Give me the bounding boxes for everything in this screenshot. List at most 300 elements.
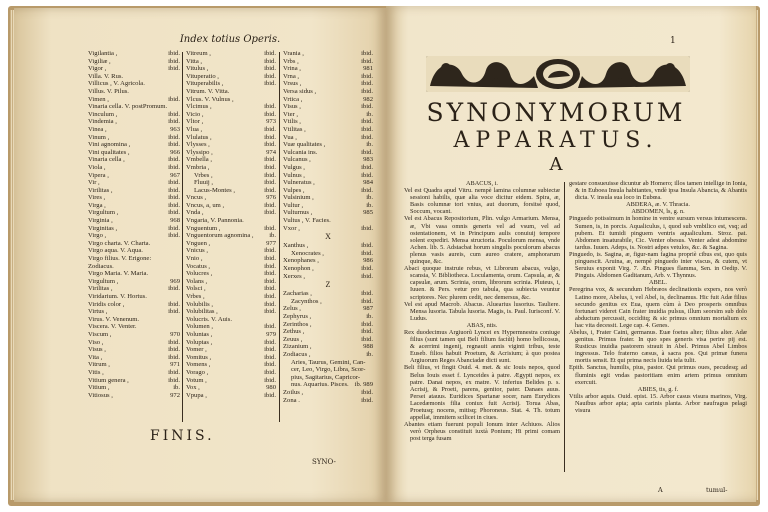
index-page-ref: ibid.	[361, 186, 373, 194]
index-term: Vlyssipo ,	[186, 148, 213, 156]
index-entry	[186, 73, 276, 81]
index-page-ref: ibid.	[264, 338, 276, 346]
index-term: Vitreum ,	[186, 50, 211, 57]
index-entry	[88, 202, 180, 210]
index-term: Vomitus ,	[186, 353, 212, 361]
index-page-ref: ibid.	[168, 224, 180, 232]
entry-paragraph: Pinguedo, is. Sagina, æ, figur-nam fagina propriè cibus est, quo quis pinguescit. Aruina, æ, nempè pinguedo inter viscus, & cutem, vt Seruius exponit Virg. 7. Æn. Pingues flamma, Sen. in Oedip. V. Pinguis. Abdomen Gaditanum, Arb. v. Thynnus.	[569, 250, 747, 280]
index-term: Vicio ,	[186, 110, 204, 118]
index-term: Virilitas ,	[88, 285, 113, 293]
index-page-ref: ibid.	[168, 353, 180, 361]
index-term: Vimen ,	[88, 95, 109, 103]
index-page-ref: 969	[170, 277, 180, 285]
index-page-ref: ibid.	[361, 396, 373, 404]
index-term: Vrina ,	[283, 65, 301, 73]
index-term: Villus. V. Pilus.	[88, 87, 129, 95]
index-entry	[88, 179, 180, 187]
index-entry	[88, 301, 180, 309]
entry-paragraph: Peregrina vox, & secundum Hebræos declinationis expers, nos verò Latino more, Abelus, i, vel Abel, is, declinamus. Hic fuit Adæ filius secundo genitus ex Eua, quem cùm à Deo prosperis omnibus fortunari videret Cain frater inuidia pulsus, illum seorsim sub dolo abductum percussit, occiditq; & sic primus omnium mortalium ex hac vita decessit. Lege cap. 4. Genes.	[569, 286, 747, 329]
index-term: Vmbria ,	[186, 163, 210, 171]
index-column-3	[283, 50, 373, 404]
index-term: Fluuij ,	[194, 179, 214, 187]
index-page-ref: ibid.	[264, 201, 276, 209]
index-term: Villicus , V. Agricola.	[88, 80, 145, 88]
index-page-ref: 984	[363, 179, 373, 187]
index-term: Volsci ,	[186, 285, 206, 293]
index-entry	[88, 187, 180, 195]
index-entry	[186, 392, 276, 400]
index-entry	[283, 366, 373, 374]
index-entry	[186, 58, 276, 66]
index-term: pius, Sagitarius, Capricor-	[291, 373, 361, 381]
index-entry	[283, 397, 373, 405]
finis: FINIS.	[150, 428, 215, 444]
index-term: Virginitas ,	[88, 224, 118, 232]
index-term: Viola ,	[88, 163, 106, 171]
index-entry	[283, 359, 373, 367]
index-entry	[186, 270, 276, 278]
index-term: Vituperabilis ,	[186, 80, 224, 88]
index-page-ref: 971	[170, 361, 180, 369]
index-page-ref: ib.	[366, 194, 373, 202]
index-entry	[186, 179, 276, 187]
index-entry	[283, 225, 373, 233]
signature-mark: A	[658, 486, 663, 494]
index-term: Virgo ,	[88, 232, 107, 240]
entry-paragraph: Vel est apud Macrob. Abacus. Aluearius lusorius. Tauliere. Mensa lusoria. Tabula lusoria. Magis, is. Paul. Iurisconf. V. Ludus.	[404, 300, 560, 322]
index-term: Villa. V. Rus.	[88, 72, 124, 80]
index-page-ref: ibid.	[264, 346, 276, 354]
index-term: Vox ,	[186, 384, 200, 392]
index-page-ref: ibid.	[264, 156, 276, 164]
index-term: Zephyrus ,	[283, 313, 312, 320]
index-entry	[88, 96, 180, 104]
index-term: Virgultum ,	[88, 209, 119, 217]
index-term: Vinaria cella ,	[88, 156, 125, 164]
headword: ABAS, ntis.	[466, 321, 498, 329]
headword: ABIES, tis, g. f.	[637, 385, 679, 393]
index-term: Vini agnomina ,	[88, 141, 131, 149]
index-entry	[186, 194, 276, 202]
index-term: Zerinthos ,	[283, 320, 312, 328]
index-page-ref: ibid.	[264, 277, 276, 285]
index-entry	[186, 126, 276, 134]
index-page-ref: ibid.	[264, 247, 276, 255]
index-entry	[283, 172, 373, 180]
index-letter-heading: X	[325, 232, 331, 242]
index-page-ref: ibid.	[361, 320, 373, 328]
index-entry	[88, 369, 180, 377]
index-entry	[283, 73, 373, 81]
index-entry	[283, 336, 373, 344]
index-term: Vtilis ,	[283, 118, 301, 126]
index-term: Vorago ,	[186, 368, 209, 376]
index-page-ref: ib.	[269, 232, 276, 240]
index-page-ref: ibid.	[168, 300, 180, 308]
index-term: Volucres ,	[186, 270, 213, 278]
index-term: Vulneratus ,	[283, 179, 315, 187]
entry-paragraph: Abantes etiam fuerunt populi Ionum inter Achiuos. Alios verò Orpheus constituit iuxtà Pontum; Hi primi comam post terga fusam	[404, 421, 560, 443]
index-term: Vinum ,	[88, 133, 110, 141]
index-page-ref: ibid.	[168, 368, 180, 376]
index-entry	[88, 316, 180, 324]
index-entry	[88, 225, 180, 233]
index-term: Viso ,	[88, 338, 104, 346]
index-page-ref: ib.	[366, 110, 373, 118]
headword: ABDERA, æ. V. Thracia.	[626, 201, 690, 209]
index-entry	[88, 80, 180, 88]
index-term: Xenocrates ,	[291, 249, 324, 257]
index-entry	[88, 111, 180, 119]
index-entry	[283, 134, 373, 142]
index-page-ref: ibid.	[168, 232, 180, 240]
index-entry	[88, 247, 180, 255]
index-page-ref: 981	[363, 65, 373, 73]
index-page-ref: ibid.	[361, 328, 373, 336]
index-entry	[283, 305, 373, 313]
index-page-ref: 982	[363, 95, 373, 103]
index-page-ref: ibid.	[361, 297, 373, 305]
index-entry	[186, 339, 276, 347]
index-entry	[186, 263, 276, 271]
index-term: Zona .	[283, 396, 300, 404]
index-entry	[186, 172, 276, 180]
index-term: Virgo filius. V. Erigone: Zodiacus.	[88, 255, 152, 270]
index-page-ref: ibid.	[168, 50, 180, 57]
index-entry	[88, 323, 180, 331]
index-entry	[186, 308, 276, 316]
index-entry	[186, 50, 276, 58]
index-page-ref: ibid.	[264, 361, 276, 369]
index-entry	[186, 149, 276, 157]
index-term: Vir ,	[88, 179, 100, 187]
index-term: Vuæ qualitates ,	[283, 141, 326, 149]
entry-paragraph: Vel est Abacus Repositorium, Plin. vulgo Armarium. Mensa, æ, Vbi vasa omnis generis vel ad vsum, vel ad ostentationem, vt in Principum aulis conuiuij tempore solent expediri. Mensa structoria. Poculorum mensa, vnde Achen. lib. 5. Adstacbat horum singulis poculorum abacus plenus vasis aureis, cum aureo cratere, amphorarum quinque, &c.	[404, 215, 560, 266]
index-entry	[186, 217, 276, 225]
index-term: Vitium ,	[88, 384, 110, 392]
index-entry	[88, 308, 180, 316]
entry-paragraph: gestare consueuisse dicuntur ab Homero; illos tamen intellige in Ionia, & in Euboea Insula habitantes, vndè ipsa Insula Abancia, & Abantis dicta. V. insula sua loco in Eubœa.	[569, 180, 747, 202]
index-term: Xanthus ,	[283, 242, 309, 250]
index-page-ref: ibid.	[361, 335, 373, 343]
index-entry	[186, 232, 276, 240]
index-page-ref: ibid.	[168, 141, 180, 149]
index-entry	[283, 351, 373, 359]
index-entry	[88, 209, 180, 217]
column-rule	[564, 182, 565, 472]
index-page-ref: 980	[266, 384, 276, 392]
index-entry	[186, 255, 276, 263]
index-entry	[186, 156, 276, 164]
index-entry	[186, 111, 276, 119]
index-page-ref: ibid.	[168, 163, 180, 171]
ornamental-headpiece	[426, 56, 690, 92]
index-term: Vocatus ,	[186, 262, 211, 270]
index-term: Zodiacus ,	[283, 350, 311, 358]
index-page-ref: ibid.	[168, 156, 180, 164]
catchword: tumul-	[706, 486, 728, 494]
index-entry	[186, 65, 276, 73]
index-entry	[186, 187, 276, 195]
index-page-ref: ibid.	[168, 346, 180, 354]
index-page-ref: ibid.	[361, 242, 373, 250]
index-entry	[88, 50, 180, 58]
index-page-ref: ibid.	[168, 376, 180, 384]
index-page-ref: ibid.	[361, 290, 373, 298]
index-page-ref: ibid.	[264, 262, 276, 270]
index-page-ref: ibid.	[361, 249, 373, 257]
index-term: Vitta ,	[186, 57, 203, 65]
index-entry	[283, 96, 373, 104]
index-entry	[88, 240, 180, 248]
index-term: Vultur ,	[283, 201, 304, 209]
index-page-ref: 985	[363, 209, 373, 217]
index-page-ref: ibid.	[264, 125, 276, 133]
index-term: nus. Aquarius. Pisces.	[291, 381, 349, 389]
index-term: Vnguen ,	[186, 239, 211, 247]
index-page-ref: ibid.	[168, 57, 180, 65]
index-page-ref: 972	[170, 391, 180, 399]
index-page-ref: ibid.	[361, 125, 373, 133]
index-entry	[186, 323, 276, 331]
index-term: Vlcus. V. Vulnus ,	[186, 95, 234, 103]
index-entry	[186, 369, 276, 377]
index-entry	[283, 65, 373, 73]
index-term: Zacynthos ,	[291, 297, 322, 305]
index-page-ref: ibid.	[264, 50, 276, 57]
index-entry	[186, 134, 276, 142]
index-entry	[88, 361, 180, 369]
index-term: Vigiliæ ,	[88, 57, 111, 65]
index-term: Vitrum. V. Vitta.	[186, 87, 230, 95]
index-term: Vlulatus ,	[186, 133, 212, 141]
index-page-ref: ibid.	[168, 194, 180, 202]
index-page-ref: ibid.	[168, 201, 180, 209]
index-term: Vpupa ,	[186, 391, 207, 399]
index-page-ref: ibid.	[361, 163, 373, 171]
index-page-ref: 968	[170, 217, 180, 225]
index-term: Vncus ,	[186, 194, 207, 202]
index-entry	[283, 242, 373, 250]
index-entry	[283, 88, 373, 96]
index-term: Virgo charta. V. Charta.	[88, 239, 151, 247]
text-column-right	[569, 180, 747, 414]
index-page-ref: ibid.	[264, 141, 276, 149]
index-page-ref: 973	[266, 118, 276, 126]
index-page-ref: 979	[266, 330, 276, 338]
index-term: Vomer ,	[186, 346, 207, 354]
catchword: SYNO-	[312, 458, 336, 466]
running-title: Index totius Operis.	[179, 34, 281, 45]
index-page-ref: 970	[170, 330, 180, 338]
index-term: Vitium genera ,	[88, 376, 129, 384]
index-entry	[186, 346, 276, 354]
index-entry	[283, 118, 373, 126]
index-page-ref: ibid.	[264, 308, 276, 316]
index-page-ref: ib.	[366, 313, 373, 320]
index-entry	[283, 381, 373, 389]
headword: ABACUS, i.	[465, 180, 499, 187]
index-term: Vigor ,	[88, 65, 107, 73]
index-term: Viridarium. V. Hortus.	[88, 293, 147, 300]
index-entry	[186, 331, 276, 339]
index-entry	[88, 149, 180, 157]
index-page-ref: ibid.	[264, 186, 276, 194]
index-entry	[283, 389, 373, 397]
index-page-ref: 976	[266, 194, 276, 202]
index-entry	[283, 164, 373, 172]
index-entry	[88, 126, 180, 134]
index-term: Vinea ,	[88, 125, 107, 133]
index-term: Aries, Taurus, Gemini, Can-	[291, 358, 366, 366]
index-term: Vlysses ,	[186, 141, 210, 149]
index-page-ref: ibid.	[264, 103, 276, 111]
index-term: Vultus , V. Facies.	[283, 217, 331, 225]
index-term: Vulcanus ,	[283, 156, 311, 164]
index-entry	[283, 313, 373, 321]
index-term: Virus. V. Venenum.	[88, 315, 140, 323]
index-entry	[88, 118, 180, 126]
index-entry	[88, 255, 180, 270]
index-term: Vrbes ,	[186, 293, 205, 300]
index-term: Vitiosus ,	[88, 391, 113, 399]
index-page-ref: ibid.	[264, 270, 276, 278]
index-entry	[88, 156, 180, 164]
index-entry	[88, 232, 180, 240]
index-page-ref: ibid.	[264, 353, 276, 361]
index-page-ref: ib.	[366, 141, 373, 149]
index-page-ref: ibid.	[264, 391, 276, 399]
index-page-ref: ib.	[173, 384, 180, 392]
index-term: Viridis color ,	[88, 300, 125, 308]
index-entry	[283, 103, 373, 111]
index-page-ref: ibid.	[361, 272, 373, 280]
column-rule	[182, 52, 183, 422]
index-page-ref: ibid.	[264, 57, 276, 65]
index-entry	[186, 247, 276, 255]
index-term: Volucris. V. Auis.	[186, 315, 232, 323]
index-term: Zelus ,	[283, 305, 301, 313]
index-entry	[186, 202, 276, 210]
title-line-1: SYNONYMORUM	[426, 98, 686, 127]
index-term: Vnda ,	[186, 209, 204, 217]
index-term: Vulsinium ,	[283, 194, 314, 202]
index-term: Vltor ,	[186, 118, 204, 126]
index-entry	[186, 96, 276, 104]
index-page-ref: ibid.	[361, 133, 373, 141]
index-term: Zoilus ,	[283, 388, 304, 396]
index-entry	[283, 179, 373, 187]
index-term: Vulturnus ,	[283, 209, 313, 217]
index-term: Viscum ,	[88, 330, 112, 338]
index-entry	[283, 290, 373, 298]
index-entry	[283, 343, 373, 351]
index-term: Vitis ,	[88, 368, 104, 376]
index-entry	[186, 354, 276, 362]
index-term: Voluntas ,	[186, 330, 213, 338]
index-page-ref: ibid.	[264, 209, 276, 217]
index-term: cer, Leo, Virgo, Libra, Scor-	[291, 366, 366, 374]
index-term: Zacharias ,	[283, 290, 312, 298]
index-term: Virgo Maria. V. Maria.	[88, 270, 149, 278]
index-entry	[283, 80, 373, 88]
index-entry	[283, 328, 373, 336]
index-letter-heading: Z	[325, 280, 331, 290]
index-page-ref: ibid.	[264, 110, 276, 118]
index-term: Xenophon ,	[283, 265, 314, 273]
index-term: Visus ,	[88, 346, 106, 354]
index-term: Vinaria cella. V. postPromum.	[88, 103, 168, 111]
index-term: Vitrum ,	[88, 361, 110, 369]
index-entry	[283, 217, 373, 225]
index-term: Vrtica ,	[283, 95, 303, 103]
index-entry	[88, 217, 180, 225]
index-page-ref: ibid.	[264, 171, 276, 179]
index-entry	[186, 301, 276, 309]
index-term: Volumen ,	[186, 323, 213, 331]
index-entry	[88, 285, 180, 293]
index-entry	[88, 392, 180, 400]
index-entry	[88, 172, 180, 180]
index-entry	[186, 103, 276, 111]
index-term: Vrbes ,	[194, 171, 213, 179]
index-entry	[186, 164, 276, 172]
index-entry	[283, 250, 373, 258]
index-page-ref: 983	[363, 156, 373, 164]
index-term: Volubilis ,	[186, 300, 213, 308]
index-page-ref: 974	[266, 148, 276, 156]
index-page-ref: ibid.	[264, 300, 276, 308]
index-page-ref: ibid.	[361, 224, 373, 232]
index-term: Vomens ,	[186, 361, 211, 369]
index-entry	[283, 265, 373, 273]
index-entry	[88, 346, 180, 354]
index-term: Vulcania ins.	[283, 148, 318, 156]
index-page-ref: ibid.	[361, 72, 373, 80]
index-page-ref: ibid.	[264, 80, 276, 88]
index-column-2	[186, 50, 276, 399]
index-page-ref: ibid.	[264, 179, 276, 187]
index-page-ref: ibid.	[168, 118, 180, 126]
index-term: Xerxes ,	[283, 272, 305, 280]
index-entry	[186, 80, 276, 88]
index-term: Vires ,	[88, 194, 106, 202]
index-term: Vrbs ,	[283, 57, 299, 65]
index-term: Lacus-Montes ,	[194, 186, 236, 194]
index-entry	[283, 273, 373, 281]
index-entry	[88, 134, 180, 142]
index-entry	[283, 194, 373, 202]
entry-paragraph: Vtilis arbor aquis. Ouid. epist. 15. Arbor casus visura marinos, Virg. Nauibus arbor apta; apta carinis planta. Arbor naufragus pelagi visura	[569, 392, 747, 414]
index-term: Vnio ,	[186, 255, 203, 263]
index-entry	[283, 141, 373, 149]
index-entry	[88, 58, 180, 66]
index-entry	[88, 88, 180, 96]
index-term: Voluptas ,	[186, 338, 213, 346]
entry-paragraph: Pinguedo potissimum in homine in ventre sursum versus intumescens. Sumen, is, in porcis. Aqualiculus, i, quod sub vmbilico est, vsq; ad pubem. Et tumidi pinguem ventris aqualiculum. Stroz. pat. Abdomen insaturabile, Cic. Venter obesus. Venter adest abdomine tardus. Iuuen. Adeps, is. Nostri adpes vetulos, &c. & Sagina.	[569, 215, 747, 251]
index-page-ref: ibid.	[264, 285, 276, 293]
index-entry	[88, 103, 180, 111]
index-term: Vncus, a, um ,	[186, 201, 225, 209]
index-entry	[186, 141, 276, 149]
index-term: Vipera ,	[88, 171, 109, 179]
index-page-ref: ibid.	[168, 209, 180, 217]
index-term: Vlua ,	[186, 125, 203, 133]
index-entry	[186, 240, 276, 248]
index-page-ref: 966	[170, 148, 180, 156]
index-term: Xenophanes ,	[283, 257, 319, 265]
index-term: Virginia ,	[88, 217, 113, 225]
